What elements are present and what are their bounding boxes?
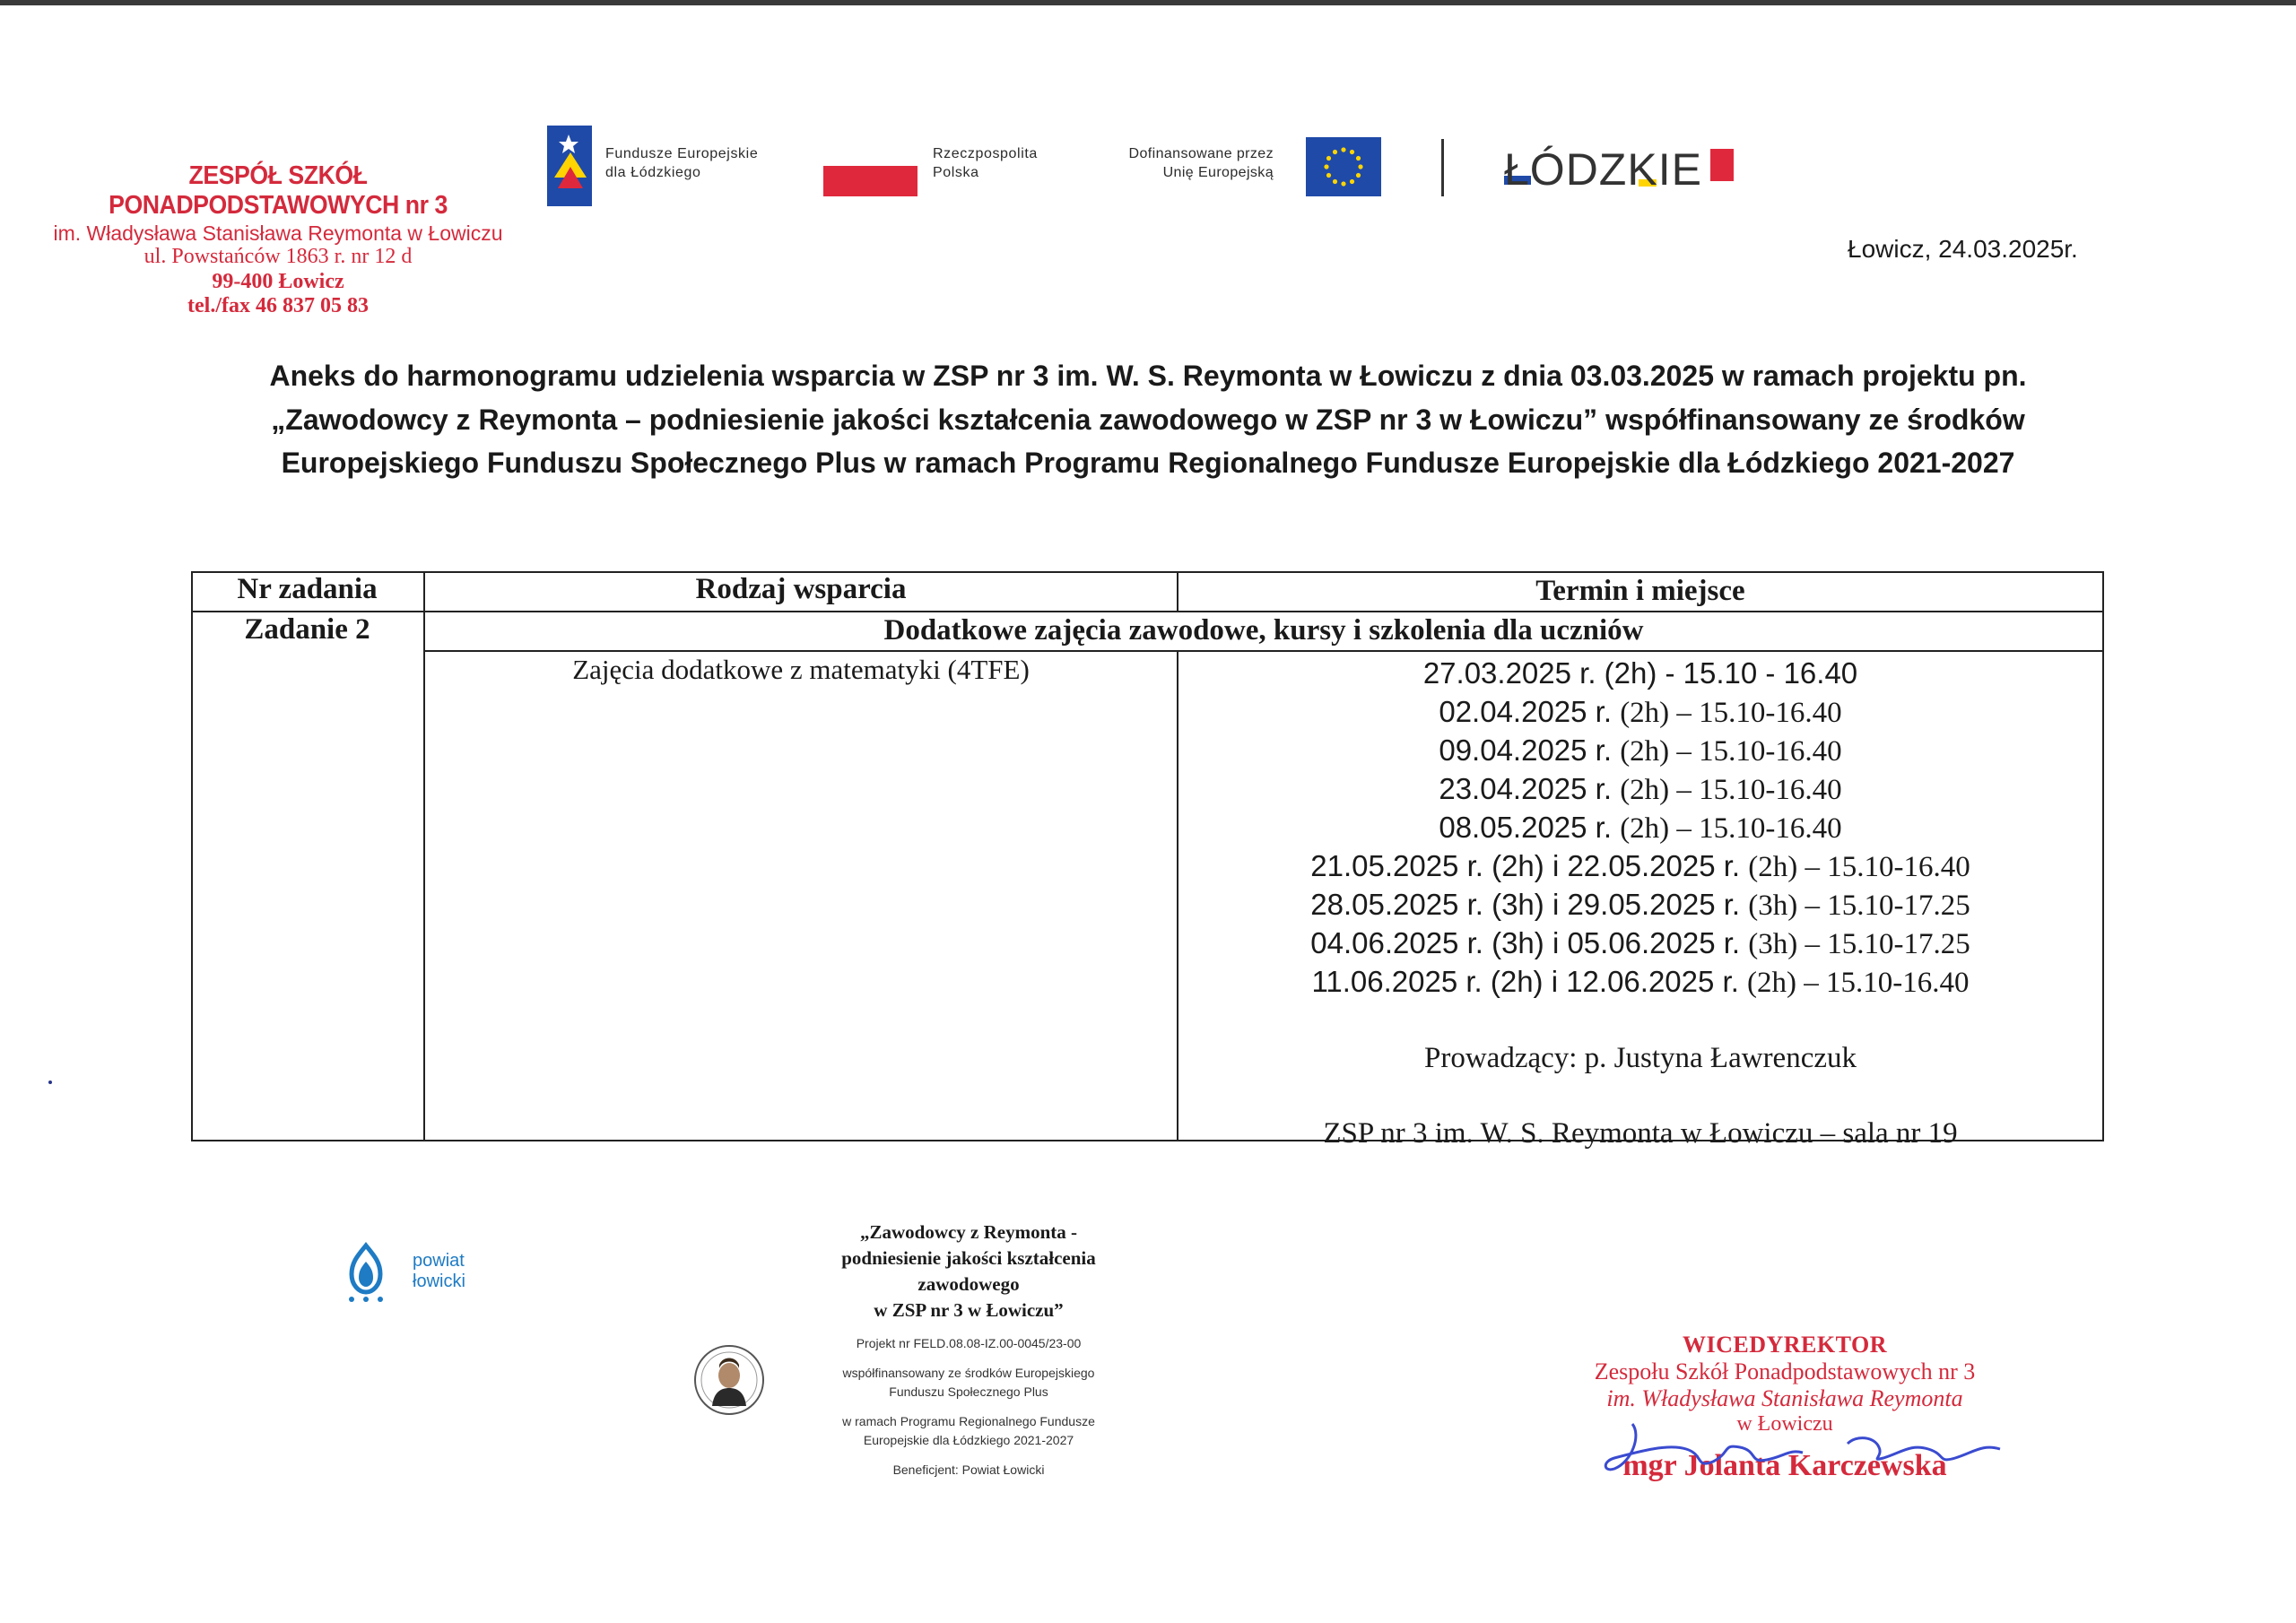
cofin-line: współfinansowany ze środków Europejskiego	[842, 1365, 1095, 1380]
logo-divider	[1441, 139, 1444, 196]
powiat-flame-icon	[339, 1242, 393, 1305]
powiat-line: powiat	[413, 1251, 465, 1271]
eu-line: Dofinansowane przez	[1128, 146, 1274, 161]
time-text: (2h) – 15.10-16.40	[1620, 812, 1842, 845]
lodzkie-wordmark: ŁÓDZKIE	[1504, 144, 1702, 195]
rp-line: Rzeczpospolita	[933, 146, 1038, 161]
title-line: Europejskiego Funduszu Społecznego Plus w ramach Programu Regionalnego Fundusze Europejskie dla Łódzkiego 2021-2027	[281, 447, 2015, 480]
dates-list	[1177, 655, 2104, 1152]
project-info	[744, 1219, 1193, 1480]
support-type-cell: Zajęcia dodatkowe z matematyki (4TFE)	[572, 654, 1030, 685]
stamp-line: ul. Powstańców 1863 r. nr 12 d	[144, 245, 413, 269]
schedule-table	[191, 571, 2104, 1150]
fundusze-europejskie-label	[605, 145, 758, 183]
signature-stamp-line: Zespołu Szkół Ponadpodstawowych nr 3	[1594, 1358, 1976, 1384]
document-title	[233, 354, 2063, 485]
date-row	[1177, 847, 2104, 886]
date-text: 27.03.2025 r. (2h) - 15.10 - 16.40	[1422, 656, 1858, 690]
fundusze-europejskie-logo	[547, 126, 592, 206]
date-text: 09.04.2025 r.	[1439, 733, 1621, 767]
eu-flag-icon	[1306, 137, 1381, 196]
signature-stamp-line: w Łowiczu	[1736, 1412, 1833, 1436]
date-text: 11.06.2025 r. (2h) i 12.06.2025 r.	[1311, 965, 1748, 998]
school-stamp	[36, 161, 520, 319]
powiat-lowicki-label	[413, 1251, 465, 1292]
stamp-line: tel./fax 46 837 05 83	[187, 294, 369, 318]
date-row	[1177, 655, 2104, 693]
rp-line: Polska	[933, 164, 979, 180]
table-rule-header	[191, 611, 2104, 612]
handwritten-signature	[1578, 1417, 2009, 1480]
cofin-line: Funduszu Społecznego Plus	[889, 1384, 1048, 1399]
title-line: Aneks do harmonogramu udzielenia wsparcia w ZSP nr 3 im. W. S. Reymonta w Łowiczu z dnia 03.03.2025 w ramach projektu pn.	[269, 360, 2027, 392]
table-border-left	[191, 571, 193, 1141]
date-row	[1177, 963, 2104, 1002]
project-line: podniesienie jakości kształcenia	[841, 1246, 1096, 1269]
date-row	[1177, 924, 2104, 963]
project-line: „Zawodowcy z Reymonta -	[859, 1221, 1078, 1243]
task-number: Zadanie 2	[244, 613, 370, 646]
project-line: zawodowego	[918, 1272, 1020, 1295]
time-text: (3h) – 15.10-17.25	[1748, 928, 1970, 960]
date-text: 04.06.2025 r. (3h) i 05.06.2025 r.	[1310, 926, 1749, 959]
task-section-title: Dodatkowe zajęcia zawodowe, kursy i szkolenia dla uczniów	[883, 614, 1644, 647]
powiat-line: łowicki	[413, 1271, 465, 1291]
header-task-number: Nr zadania	[237, 573, 378, 605]
table-rule-section	[423, 650, 2104, 652]
stamp-line: im. Władysława Stanisława Reymonta w Łowiczu	[53, 221, 503, 245]
header-date-place: Termin i miejsce	[1535, 575, 1745, 607]
prog-line: Europejskie dla Łódzkiego 2021-2027	[863, 1432, 1074, 1447]
date-text: 23.04.2025 r.	[1439, 772, 1621, 805]
time-text: (2h) – 15.10-16.40	[1620, 774, 1842, 806]
project-programme	[744, 1412, 1193, 1450]
fe-line: dla Łódzkiego	[605, 164, 701, 180]
poland-flag-icon	[823, 166, 918, 196]
date-row	[1177, 693, 2104, 732]
date-row	[1177, 732, 2104, 770]
teacher-name: Prowadzący: p. Justyna Ławrenczuk	[1424, 1042, 1857, 1074]
project-beneficiary: Beneficjent: Powiat Łowicki	[892, 1462, 1045, 1477]
time-text: (2h) – 15.10-16.40	[1620, 735, 1842, 768]
stamp-line: ZESPÓŁ SZKÓŁ PONADPODSTAWOWYCH nr 3	[109, 161, 448, 221]
date-text: 08.05.2025 r.	[1439, 811, 1621, 844]
lodzkie-logo	[1504, 143, 1755, 197]
eu-line: Unię Europejską	[1162, 164, 1274, 180]
time-text: (2h) – 15.10-16.40	[1747, 967, 1970, 999]
signatory-role: WICEDYREKTOR	[1682, 1332, 1887, 1358]
date-text: 02.04.2025 r.	[1439, 695, 1621, 728]
project-line: w ZSP nr 3 w Łowiczu”	[874, 1298, 1064, 1321]
prog-line: w ramach Programu Regionalnego Fundusze	[842, 1413, 1095, 1428]
stamp-line: 99-400 Łowicz	[212, 269, 344, 293]
header-support-type: Rodzaj wsparcia	[695, 573, 907, 605]
title-line: „Zawodowcy z Reymonta – podniesienie jakości kształcenia zawodowego w ZSP nr 3 w Łowiczu” współfinansowany ze środków	[271, 403, 2025, 436]
date-text: 28.05.2025 r. (3h) i 29.05.2025 r.	[1310, 888, 1749, 921]
project-number: Projekt nr FELD.08.08-IZ.00-0045/23-00	[856, 1335, 1082, 1350]
class-location: ZSP nr 3 im. W. S. Reymonta w Łowiczu – sala nr 19	[1323, 1117, 1958, 1150]
signature-stamp-line: im. Władysława Stanisława Reymonta	[1606, 1385, 1963, 1411]
rzeczpospolita-label	[933, 145, 1038, 183]
signatory-name: mgr Jolanta Karczewska	[1622, 1449, 1947, 1482]
eu-cofinancing-label	[1096, 145, 1274, 183]
date-row	[1177, 886, 2104, 924]
fe-line: Fundusze Europejskie	[605, 146, 759, 161]
time-text: (3h) – 15.10-17.25	[1748, 890, 1970, 922]
scan-edge	[0, 0, 2296, 5]
date-row	[1177, 770, 2104, 809]
scan-speck	[48, 1081, 52, 1084]
time-text: (2h) – 15.10-16.40	[1748, 851, 1970, 883]
date-text: 21.05.2025 r. (2h) i 22.05.2025 r.	[1310, 849, 1749, 882]
project-cofinancing	[744, 1364, 1193, 1402]
time-text: (2h) – 15.10-16.40	[1620, 697, 1842, 729]
project-name	[744, 1219, 1193, 1324]
date-row	[1177, 809, 2104, 847]
document-date: Łowicz, 24.03.2025r.	[1848, 235, 2078, 263]
